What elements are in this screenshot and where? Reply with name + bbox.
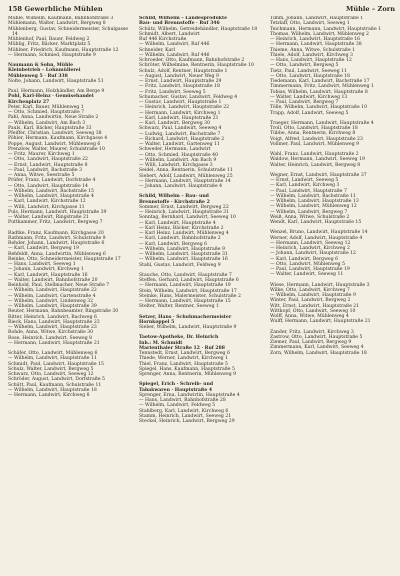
directory-entry: Schneider, Karl [139, 47, 175, 53]
directory-entry: — Willi, Landwirt, Kirchgasse 3 [139, 163, 213, 168]
directory-entry: — Otto, Landwirt, Hauptstraße 18 [270, 73, 350, 79]
directory-entry: Brennstoffe · Kirchstraße 2 [139, 199, 210, 205]
directory-entry: Schröder, August, Landwirt, Dorfstraße 5 [8, 377, 105, 383]
directory-entry: — Wilhelm, Landwirt, Hauptstraße 18 [8, 387, 97, 393]
directory-entry: — Wilhelm, Landwirt, Hauptstraße 39 [8, 304, 97, 309]
directory-entry: — Otto, Landwirt, Mühlenweg 5 [270, 261, 345, 267]
alphabetical-range: Mühle – Zorn [346, 5, 395, 13]
directory-entry: — Hermann, Landwirt, Hauptstraße 38 [270, 42, 362, 48]
directory-entry: — Wilhelm, Landwirt, Feldweg 5 [139, 403, 216, 409]
directory-entry: Thiel, Franz, Landwirt, Hauptstraße 5 [139, 361, 228, 367]
directory-entry: Thieme, Anna, Witwe, Schulstraße 1 [270, 47, 356, 53]
directory-entry: Nolte, Johann, Landwirt, Hauptstraße 51 [8, 78, 104, 84]
directory-entry: Witt, Ernst, Landwirt, Hauptstraße 21 [270, 303, 360, 309]
directory-entry: Mühlig, Fritz, Bäcker, Marktplatz 5 [8, 42, 91, 48]
directory-entry: Paul, Hermann, Holzhändler, Am Berge 9 [8, 89, 105, 94]
directory-entry: — Hans, Landwirt, Bahnhofstraße 28 [139, 398, 226, 403]
directory-entry: — Hermann, Landwirt, Hauptstraße 19 [139, 283, 231, 289]
entry-columns [8, 16, 395, 576]
directory-entry: Weiß, Anna, Witwe, Schulstraße 2 [270, 214, 350, 220]
directory-entry: — Karl, Landwirt, Kirchweg 3 [270, 183, 340, 189]
directory-entry: — Johann, Landwirt, Hauptstraße 4 [139, 184, 223, 189]
directory-entry: Sonntag, Bernhard, Landwirt, Seeweg 10 [139, 215, 236, 221]
directory-entry: — Hermann, Schmied, Hauptstraße 9 [8, 52, 96, 58]
directory-entry: Sprenger, Erna, Landwirtin, Hauptstraße 4 [139, 392, 240, 398]
directory-entry: — August, Landwirt, Neuer Weg 9 [139, 73, 219, 79]
directory-entry: — Hermann, Landwirt, Hauptstraße 14 [139, 178, 231, 184]
directory-entry: Wenzel, Bruno, Landwirt, Hauptstraße 14 [270, 230, 368, 236]
directory-entry: — Wilhelm, Landwirt, Gartenstraße 4 [8, 293, 96, 299]
directory-entry: — Heinrich, Landwirt, Kirchweg 2 [270, 246, 350, 251]
directory-entry: Steckel, Heinrich, Landwirt, Bergweg 29 [139, 419, 235, 424]
directory-entry: — Karl, Landwirt, Kirchstraße 12 [8, 199, 86, 205]
directory-entry: Steinke, Hans, Malermeister, Schulstraße 2 [139, 293, 241, 299]
directory-entry: Stelter, Walter, Rentner, Seeweg 1 [139, 304, 219, 310]
directory-entry: Poppe, August, Landwirt, Mühlenweg 6 [8, 141, 101, 147]
directory-entry: — Paul, Landwirt, Bergweg 7 [270, 100, 339, 105]
directory-entry: — Walter, Landwirt, Bahnhofstraße 20 [8, 277, 98, 283]
directory-entry: Rehder, Johann, Landwirt, Hauptstraße 6 [8, 241, 105, 246]
directory-entry: Pöhler, Hermann, Kaufmann, Kirchgasse 4 [8, 136, 108, 142]
directory-entry: Tabakwaren · Hauptstraße 4 [139, 387, 213, 393]
directory-entry: — Fritz, Maurer, Kirchweg 1 [8, 152, 75, 157]
directory-entry: Zastrow, Otto, Landwirt, Hauptstraße 5 [270, 334, 363, 340]
directory-entry: Wilke, Otto, Landwirt, Kirchweg 7 [270, 287, 350, 293]
directory-entry: — Wilhelm, Landwirt, Hauptstraße 11 [8, 356, 97, 362]
directory-entry: Schumacher, Gustav, Landwirt, Feldweg 4 [139, 94, 238, 100]
directory-entry: — Ludwig, Landwirt, Bachstraße 7 [139, 131, 221, 137]
directory-entry: — Richard, Landwirt, Hauptstraße 2 [139, 136, 225, 142]
directory-entry: Stauche, Otto, Landwirt, Hauptstraße 7 [139, 272, 232, 278]
directory-entry: Stahlberg, Karl, Landwirt, Kirchweg 6 [139, 408, 229, 414]
directory-entry: Pahl, Anna, Landwirtin, Neue Straße 2 [8, 115, 99, 121]
directory-entry: — Wilhelm, Landwirt, Hauptstraße 23 [8, 325, 97, 330]
directory-entry: Puttkammer, Fritz, Landwirt, Bergweg 7 [8, 220, 103, 226]
directory-entry: Schroeder, Otto, Kaufmann, Bahnhofstraße 2 [139, 58, 245, 63]
directory-entry: — Johann, Landwirt, Kirchweg 1 [8, 267, 84, 273]
directory-entry: Stahl, Gustav, Landwirt, Feldweg 9 [139, 262, 221, 268]
directory-entry: — Wilhelm, Landwirt, Mühlenweg 12 [270, 204, 357, 210]
directory-entry: Rathmann, Fritz, Landwirt, Schulstraße 9 [8, 235, 106, 241]
directory-entry: — Gustav, Landwirt, Hauptstraße 1 [139, 100, 222, 105]
directory-entry: — Otto, Landwirt, Hauptstraße 22 [8, 157, 88, 163]
directory-entry: Schweder, Hermann, Landwirt [139, 147, 211, 153]
directory-entry: Steffen, Gerhard, Landwirt, Hauptstraße 6 [139, 278, 239, 283]
directory-entry: Setzer, Hans · Schuhmachermeister [139, 314, 232, 320]
section-title: Gewerbliche Mühlen [24, 5, 103, 13]
directory-entry: — Wilhelm, Landwirt, Hauptstraße 31 [139, 252, 228, 257]
directory-entry: — Heinrich, Landwirt, Hauptstraße 22 [139, 105, 230, 111]
directory-entry: Rehfeldt, Anna, Landwirtin, Mühlenweg 6 [8, 251, 106, 257]
directory-entry: Schmidt, Paul, Landwirt, Hauptstraße 15 [8, 361, 104, 367]
directory-entry: Schild, Wilhelm – Landesprodukte [139, 16, 228, 21]
directory-entry: Spiegel, Hans, Kaufmann, Hauptstraße 5 [139, 366, 235, 372]
directory-entry: Timm, Johann, Landwirt, Hauptstraße 1 [270, 16, 364, 21]
directory-entry: — Ernst, Landwirt, Seeweg 5 [270, 178, 339, 183]
directory-entry: Tietz, Paul, Landwirt, Seeweg 11 [270, 68, 347, 74]
page-header [8, 5, 395, 14]
directory-entry: Reinke, Otto, Schneidermeister, Hauptstraße 17 [8, 256, 121, 262]
directory-entry: — Hans, Landwirt, Seeweg 1 [8, 262, 76, 267]
directory-entry: — Karl Heinz, Bäcker, Kirchstraße 2 [139, 225, 224, 231]
directory-entry: Wegner, Ernst, Landwirt, Hauptstraße 37 [270, 172, 367, 178]
directory-entry: Rohde, Anna, Witwe, Kirchstraße 30 [8, 330, 94, 336]
directory-entry: — Hermann, Landwirt, Seeweg 12 [270, 240, 351, 246]
directory-entry: Voigt, Alfred, Landwirt, Hauptstraße 23 [270, 136, 363, 142]
directory-entry: Schwarz, Paul, Landwirt, Seeweg 4 [139, 126, 222, 132]
directory-entry: — Wilhelm, Landwirt, Hauptstraße 4 [8, 194, 94, 199]
directory-entry: — Otto, Schmied, Hauptstraße 40 [139, 152, 219, 158]
directory-entry: Wahl, Franz, Landwirt, Hauptstraße 2 [270, 152, 359, 157]
directory-entry: — Wilhelm, Landwirt, Bergweg 7 [270, 209, 348, 215]
directory-entry: Mühlemann, Walter, Landwirt, Bergweg 8 [8, 21, 106, 27]
directory-entry: Traeger, Hermann, Landwirt, Hauptstraße 4 [270, 120, 374, 126]
directory-entry: — Karl Heinz, Landwirt, Mühlenweg 4 [139, 231, 229, 236]
directory-entry: Schröter, Wilhelmine, Rentnerin, Hauptstraße 10 [139, 63, 254, 69]
directory-entry: Mühlenweg 5 · Ruf 338 [8, 73, 68, 79]
directory-entry: Tobias, Wilhelm, Landwirt, Hauptstraße 8 [270, 89, 368, 95]
directory-entry: Puls, Hermann, Landwirt, Hauptstraße 39 [8, 209, 107, 215]
directory-entry: Schmidt, Albert, Landwirt [139, 31, 200, 37]
directory-entry: — Hermann, Landwirt, Hauptstraße 15 [139, 299, 231, 304]
directory-entry: — Ernst, Landwirt, Hauptstraße 8 [8, 162, 88, 168]
directory-entry: — Wilhelm, Landwirt, Hauptstraße 16 [139, 257, 228, 263]
directory-entry: — Walter, Landwirt, Ringstraße 21 [8, 215, 89, 220]
directory-entry: Pfeiffer, Christian, Landwirt, Seeweg 38 [8, 131, 102, 136]
column-2 [139, 16, 264, 576]
directory-entry: Seidel, Anna, Rentnerin, Schulstraße 11 [139, 168, 233, 174]
directory-entry: Reinhold, Paul, Stellmacher, Neue Straße 7 [8, 283, 110, 288]
directory-entry: Schwarz, Otto, Landwirt, Seeweg 12 [8, 372, 94, 377]
directory-entry: Ruf 446 Kirchstraße [139, 37, 187, 42]
directory-entry: Marienthaler Straße 12 · Ruf 288 [139, 345, 225, 351]
directory-entry: — Walter, Landwirt, Gartenweg 11 [139, 142, 220, 147]
directory-entry: — Karl, Landwirt, Bergweg 19 [8, 246, 79, 252]
directory-entry: — Karl, Landwirt, Bergweg 30 [139, 121, 210, 126]
column-1 [8, 16, 133, 576]
directory-entry: Ziemer, Paul, Landwirt, Bergweg 9 [270, 340, 352, 345]
directory-entry: — Wilhelm, Landwirt, Bachstraße 15 [8, 188, 94, 194]
directory-entry: Sommer, Ernst, Landwirt, Bergweg 22 [139, 204, 229, 210]
directory-entry: Mühlenhof, Paul, Bauer, Feldweg 2 [8, 37, 90, 42]
directory-entry: Ritter, Heinrich, Landwirt, Bachweg 6 [8, 314, 97, 320]
directory-entry: Stamm, Heinrich, Landwirt, Seeweg 21 [139, 413, 232, 419]
directory-entry: Schulz, Walter, Landwirt, Bergweg 5 [8, 366, 94, 372]
directory-entry: — Karl, Landwirt, Bergweg 6 [139, 241, 208, 247]
directory-entry: Peter, Karl, Bauer, Mühlenweg 1 [8, 104, 84, 110]
directory-entry: — Otto, Schmied, Hauptstraße 7 [8, 110, 85, 115]
directory-entry: Tiedemann, Karl, Landwirt, Bachstraße 17 [270, 79, 370, 84]
directory-entry: — Fritz, Landwirt, Hauptstraße 18 [139, 84, 220, 90]
directory-entry: Kleinbetrieb – Lohnmüllerei [8, 68, 81, 74]
directory-entry: Zorn, Wilhelm, Landwirt, Hauptstraße 18 [270, 350, 367, 356]
directory-entry: — Hermann, Landwirt, Kirchweg 8 [8, 393, 90, 398]
directory-entry: — Heinrich, Landwirt, Hauptstraße 16 [270, 37, 361, 42]
directory-entry: — Heinrich, Landwirt, Hauptstraße 31 [139, 210, 230, 215]
directory-entry: Sieber, Wilhelm, Landwirt, Hauptstraße 9 [139, 325, 237, 330]
directory-entry: Radtke, Franz, Kaufmann, Kirchgasse 20 [8, 230, 104, 236]
directory-entry: Zimmermann, Karl, Landwirt, Seeweg 4 [270, 345, 364, 351]
column-3 [270, 16, 395, 576]
directory-entry: Teichmann, Hermann, Landwirt, Hauptstraße 1 [270, 26, 382, 32]
directory-entry: Hornkoppel 5 [139, 319, 175, 325]
directory-entry: — Hermann, Landwirt, Kirchweg 1 [139, 110, 221, 116]
directory-entry: — Wilhelm, Landwirt, Ruf 446 [139, 52, 210, 58]
directory-entry: Schild, Wilhelm – Bau- und [139, 194, 209, 200]
directory-entry: — Wilhelm, Landwirt, Hauptstraße 22 [8, 288, 97, 294]
directory-entry: Mühle, Wilhelm, Kaufmann, Bahnhofstraße 3 [8, 16, 114, 21]
directory-entry: Stein, Wilhelm, Landwirt, Hauptstraße 17 [139, 288, 237, 294]
directory-entry: Mühlner, Friedrich, Kaufmann, Hauptstraße 12 [8, 47, 119, 53]
directory-entry: Timmermann, Fritz, Landwirt, Mühlenweg 1 [270, 84, 374, 90]
directory-entry: Winter, Paul, Landwirt, Bergweg 2 [270, 298, 351, 304]
directory-entry: Sprenger, Anna, Rentnerin, Mühlenweg 9 [139, 372, 237, 377]
directory-entry: Mühlenberg, Gustav, Schneidermeister, Schulgasse 14 [8, 26, 128, 37]
directory-entry: — Wilhelm, Landwirt, Hauptstraße 9 [270, 293, 356, 298]
directory-entry: Pohl, Karl-Heinz · Gemüsehandel [8, 94, 94, 100]
directory-entry: Troll, Otto, Landwirt, Hauptstraße 18 [270, 126, 358, 131]
directory-entry: — Wilhelm, Landwirt, Hauptstraße 13 [270, 199, 359, 204]
directory-entry: — Walter, Landwirt, Kirchweg 13 [270, 94, 348, 100]
directory-entry: Thiele, Adolf, Landwirt, Kirchweg 3 [270, 52, 353, 58]
directory-entry: Wendt, Karl, Landwirt, Hauptstraße 15 [270, 220, 362, 225]
directory-entry: Prenzlow, Walter, Maurer, Schulstraße 10 [8, 146, 105, 152]
directory-entry: — Wilhelm, Landwirt, Am Bach 3 [8, 120, 86, 126]
directory-entry: — Karl, Landwirt, Hauptstraße 4 [139, 220, 216, 226]
directory-entry: — Wilhelm, Landwirt, Bachstraße 11 [270, 193, 356, 199]
directory-entry: — Wilhelm, Landwirt, Lindenweg 32 [8, 298, 94, 304]
directory-entry: — Karl, Landwirt, Hauptstraße 16 [8, 272, 88, 278]
directory-entry: Schulz, Adolf, Rentner, Hauptstraße 1 [139, 68, 228, 74]
directory-entry: Waldow, Hermann, Landwirt, Seeweg 19 [270, 157, 365, 163]
directory-entry: Trapp, Adolf, Landwirt, Seeweg 5 [270, 110, 349, 116]
directory-entry: — Paul, Landwirt, Hauptstraße 19 [270, 267, 350, 272]
directory-entry: Wittkopf, Otto, Landwirt, Seeweg 10 [270, 308, 356, 314]
directory-entry: — Ernst, Landwirt, Hauptstraße 29 [139, 79, 222, 84]
directory-entry: — Wilhelm, Landwirt, Am Bach 9 [139, 157, 217, 163]
directory-entry: — Otto, Landwirt, Hauptstraße 14 [8, 183, 88, 189]
directory-entry: Vollmer, Paul, Landwirt, Mühlenweg 9 [270, 141, 360, 147]
directory-entry: — Wilhelm, Landwirt, Ruf 446 [139, 42, 210, 48]
directory-entry: Bau- und Brennstoffe · Ruf 346 [139, 21, 220, 27]
directory-entry: Thomas, Wilhelm, Landwirt, Mühlenweg 2 [270, 31, 369, 37]
directory-entry: Prüfer, Franz, Landwirt, Dorfstraße 4 [8, 178, 96, 184]
directory-entry: Kirchenplatz 27 [8, 99, 50, 105]
directory-entry: — Willi, Landwirt, Kirchgasse 11 [8, 204, 85, 210]
directory-entry: Tölle, Wilhelm, Landwirt, Hauptstraße 10 [270, 105, 368, 111]
directory-entry: Spiegel, Erich · Schreib- und [139, 382, 214, 388]
directory-entry: Schäfer, Otto, Landwirt, Mühlenweg 6 [8, 351, 98, 356]
directory-entry: Tübbe, Anna, Rentnerin, Kirchweg 8 [270, 131, 356, 137]
directory-entry: — Wilhelm, Landwirt, Hauptstraße 9 [139, 246, 225, 252]
directory-entry: — Paul, Landwirt, Bachstraße 3 [8, 167, 83, 173]
directory-entry: Siebert, Adolf, Landwirt, Mühlenweg 25 [139, 173, 233, 179]
directory-entry: — Paul, Landwirt, Hauptstraße 7 [270, 188, 347, 194]
directory-entry: Naumann & Sohn, Mühle [8, 63, 74, 68]
directory-entry: Wolff, Anna, Witwe, Mühlenweg 4 [270, 314, 349, 319]
page-title [8, 5, 103, 13]
directory-entry: Inh.: M. Schmidt [139, 340, 183, 346]
directory-entry: Walter, Heinrich, Landwirt, Bergweg 8 [270, 162, 361, 168]
directory-entry: Pauls, Karl, Bäcker, Hauptstraße 33 [8, 125, 92, 131]
directory-entry: — Walter, Landwirt, Seeweg 11 [270, 272, 344, 278]
directory-entry: Schütt, Paul, Kaufmann, Schulstraße 11 [8, 382, 102, 388]
directory-entry: Reuter, Hermann, Bahnbeamter, Ringstraße 30 [8, 309, 119, 315]
directory-entry: Schütz, Wilhelm, Getreidehändler, Hauptstraße 18 [139, 26, 258, 32]
directory-entry: Zander, Fritz, Landwirt, Kirchweg 3 [270, 329, 354, 335]
directory-entry: — Anna, Witwe, Seestraße 5 [8, 173, 75, 178]
directory-entry: — Karl, Landwirt, Bergweg 6 [270, 256, 339, 262]
directory-entry: Rieck, Hans, Landwirt, Hauptstraße 23 [8, 319, 100, 325]
directory-entry: — Karl, Landwirt, Bahnhofstraße 2 [139, 236, 221, 242]
directory-entry: — Otto, Landwirt, Bergweg 5 [270, 63, 339, 69]
directory-entry: — Hans, Landwirt, Hauptstraße 12 [270, 58, 352, 63]
directory-entry: — Fritz, Landwirt, Seeweg 5 [139, 89, 206, 95]
directory-entry: Werner, Adolf, Landwirt, Hauptstraße 4 [270, 235, 363, 241]
directory-entry: Rose, Heinrich, Landwirt, Seeweg 8 [8, 335, 93, 341]
directory-entry: Tetzlaff, Otto, Landwirt, Seeweg 1 [270, 21, 350, 27]
directory-entry: Wulff, Hermann, Landwirt, Hauptstraße 21 [270, 319, 371, 325]
directory-entry: Thiede, Werner, Landwirt, Kirchweg 1 [139, 356, 228, 362]
directory-entry: Wiese, Hermann, Landwirt, Hauptstraße 3 [270, 282, 370, 288]
page-number: 158 [8, 5, 23, 13]
directory-entry: Taetow-Apotheke, Dr. Heinrich [139, 335, 219, 341]
directory-entry: Tennstedt, Ernst, Landwirt, Bergweg 6 [139, 351, 230, 356]
directory-entry: — Karl, Landwirt, Hauptstraße 21 [139, 115, 219, 121]
directory-entry: — Johann, Landwirt, Hauptstraße 12 [270, 251, 356, 257]
directory-entry: — Hermann, Landwirt, Hauptstraße 21 [8, 340, 100, 346]
